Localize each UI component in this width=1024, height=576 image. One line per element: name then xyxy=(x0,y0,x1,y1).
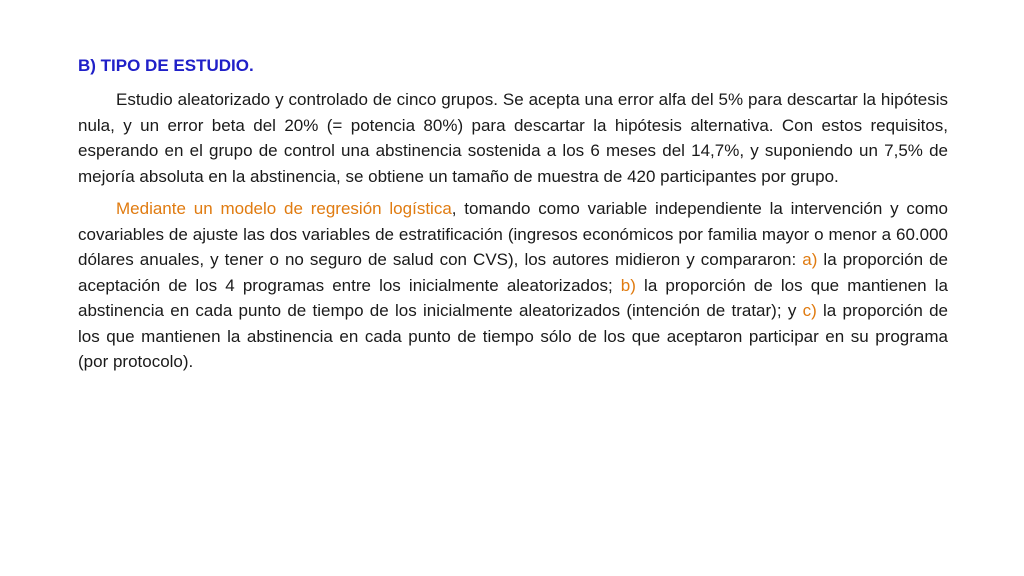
logistic-regression-highlight: Mediante un modelo de regresión logística xyxy=(116,199,452,218)
analysis-text-1: , tomando como variable independiente la intervención y como covariables de ajuste las dos variables de estratificación (ingresos económicos por familia mayor o menor a 60.000 dólares anuales, y tener o no seguro de salud con CVS), los autores midieron y compararon: xyxy=(78,199,948,269)
analysis-text-4: la proporción de los que mantienen la abstinencia en cada punto de tiempo sólo de los que aceptaron participar en su programa (por protocolo). xyxy=(78,301,948,371)
marker-b: b) xyxy=(620,275,636,295)
section-heading: B) TIPO DE ESTUDIO. xyxy=(78,56,254,75)
analysis-text-3: la proporción de los que mantienen la abstinencia en cada punto de tiempo de los inicialmente aleatorizados (intención de tratar); y xyxy=(78,275,948,320)
study-design-paragraph: Estudio aleatorizado y controlado de cinco grupos. Se acepta una error alfa del 5% para descartar la hipótesis nula, y un error beta del 20% (= potencia 80%) para descartar la hipótesis alternativa. Con estos requisitos, esperando en el grupo de control una abstinencia sostenida a los 6 meses del 14,7%, y suponiendo un 7,5% de mejoría absoluta en la abstinencia, se obtiene un tamaño de muestra de 420 participantes por grupo. xyxy=(78,90,948,186)
analysis-text-2: la proporción de aceptación de los 4 programas entre los inicialmente aleatorizados; xyxy=(78,250,948,295)
analysis-paragraph xyxy=(78,196,948,375)
marker-a: a) xyxy=(802,250,818,269)
slide-content xyxy=(78,54,948,382)
marker-c: c) xyxy=(802,301,817,320)
